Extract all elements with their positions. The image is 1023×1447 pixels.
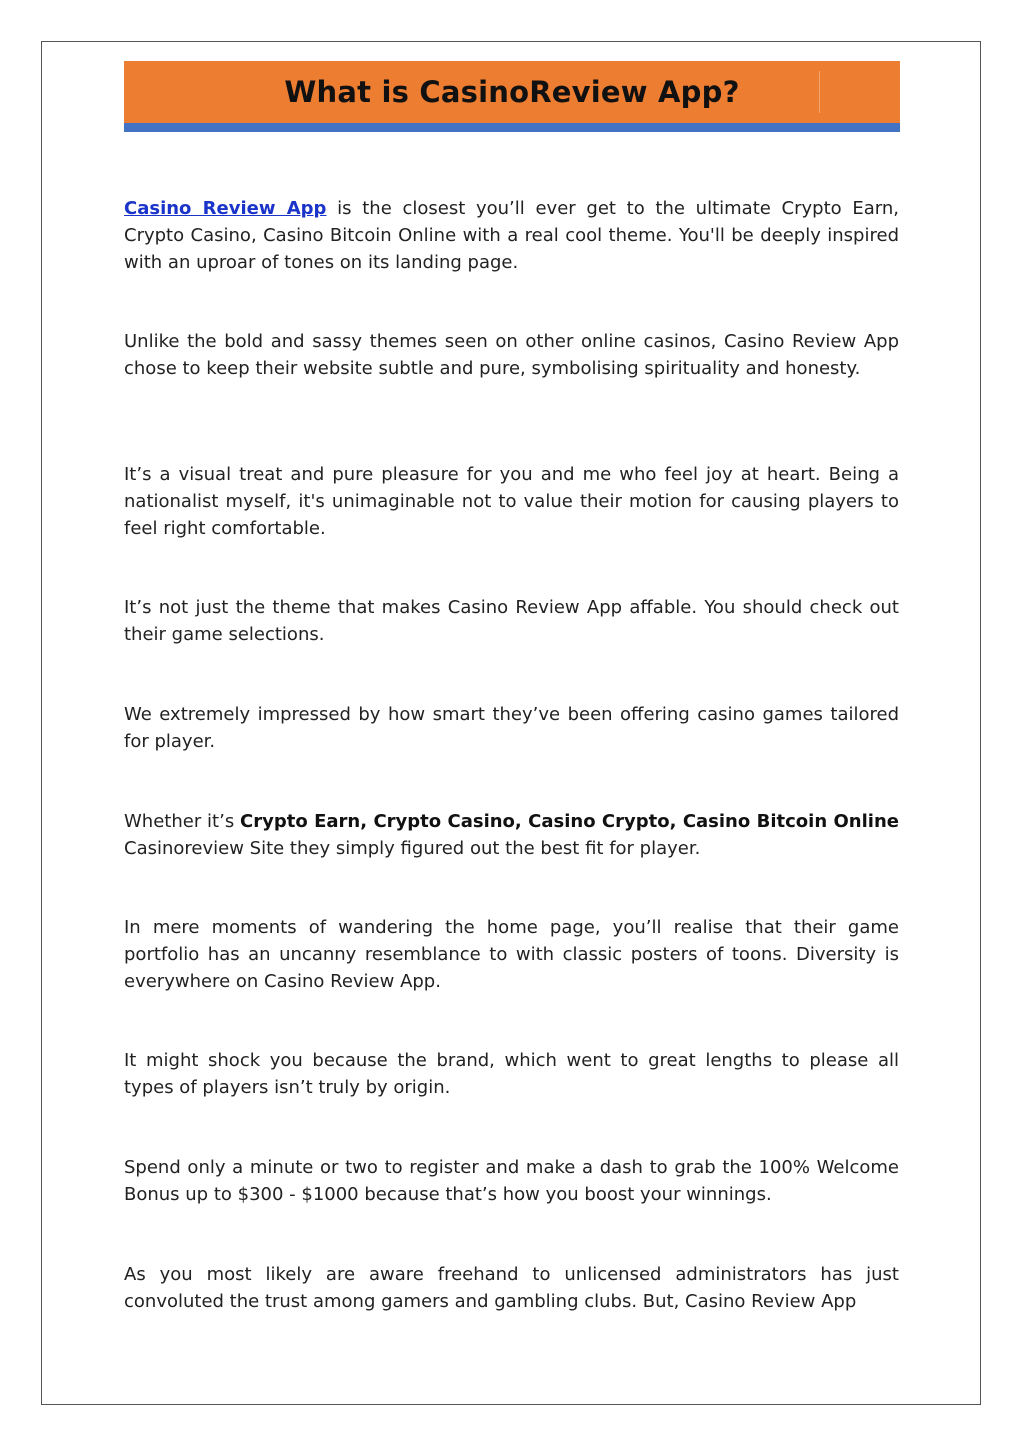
paragraph-game-selections: It’s not just the theme that makes Casino Review App affable. You should check out their game selections. xyxy=(124,597,899,645)
paragraph-whether-lead: Whether it’s xyxy=(124,811,241,832)
paragraph-themes: Unlike the bold and sassy themes seen on other online casinos, Casino Review App chose to keep their website subtle and pure, symbolising spirituality and honesty. xyxy=(124,331,899,379)
title-underbar xyxy=(124,123,900,132)
paragraph-trust: As you most likely are aware freehand to unlicensed administrators has just convoluted the trust among gamers and gambling clubs. But, Casino Review App xyxy=(124,1264,899,1312)
keyword-list: Crypto Earn, Crypto Casino, Casino Crypto, Casino Bitcoin Online xyxy=(240,811,899,832)
paragraph-brand-origin: It might shock you because the brand, which went to great lengths to please all types of players isn’t truly by origin. xyxy=(124,1050,899,1098)
paragraph-intro xyxy=(124,195,899,276)
paragraph-intro-text: is the closest you’ll ever get to the ultimate Crypto Earn, Crypto Casino, Casino Bitcoin Online with a real cool theme. You'll be deeply inspired with an uproar of tones on its landing page. xyxy=(124,198,899,273)
paragraph-portfolio: In mere moments of wandering the home page, you’ll realise that their game portfolio has an uncanny resemblance to with classic posters of toons. Diversity is everywhere on Casino Review App. xyxy=(124,917,899,992)
paragraph-welcome-bonus: Spend only a minute or two to register and make a dash to grab the 100% Welcome Bonus up to $300 - $1000 because that’s how you boost your winnings. xyxy=(124,1157,899,1205)
paragraph-impressed: We extremely impressed by how smart they’ve been offering casino games tailored for player. xyxy=(124,704,899,752)
casino-review-app-link[interactable]: Casino Review App xyxy=(124,198,327,219)
banner-divider xyxy=(819,71,820,113)
paragraph-whether xyxy=(124,808,899,862)
paragraph-visual-treat: It’s a visual treat and pure pleasure for you and me who feel joy at heart. Being a nationalist myself, it's unimaginable not to value their motion for causing players to feel right comfortable. xyxy=(124,464,899,539)
paragraph-whether-tail: Casinoreview Site they simply figured out the best fit for player. xyxy=(124,838,701,859)
page-title: What is CasinoReview App? xyxy=(284,75,740,109)
title-banner xyxy=(124,61,900,123)
